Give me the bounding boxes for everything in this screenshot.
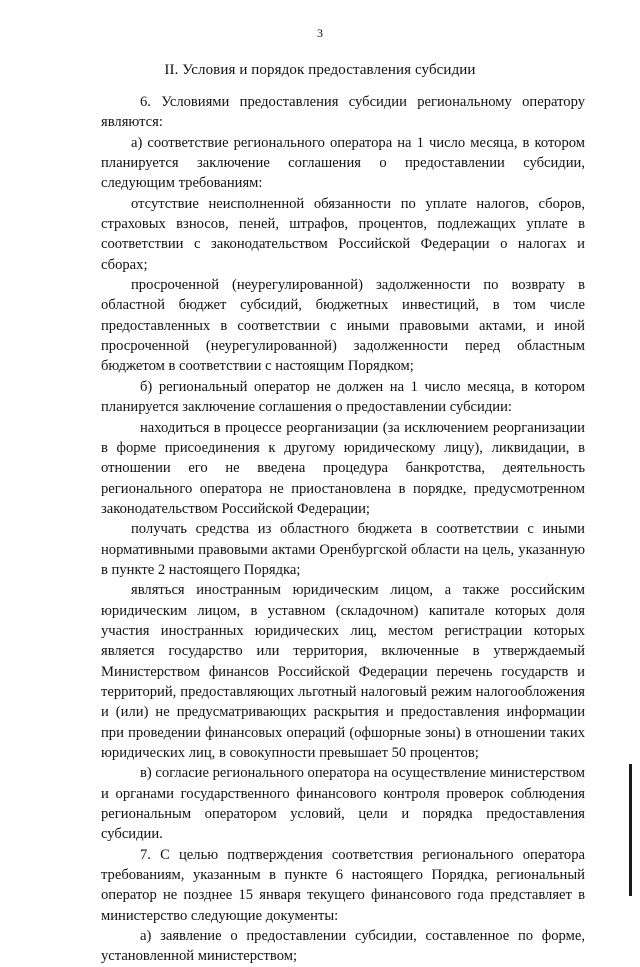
paragraph-6b-foreign: являться иностранным юридическим лицом, а также российским юридическим лицом, в уставном (складочном) капитале которых доля участия иностранных юридических лиц, местом регистрации которых является государство или территория, включенные в утверждаемый Министерством финансов Российской Федерации перечень государств и территорий, предоставляющих льготный налоговый режим налогообложения и (или) не предусматривающих раскрытия и предоставления информации при проведении финансовых операций (офшорные зоны) в отношении таких юридических лиц, в совокупности превышает 50 процентов; xyxy=(101,582,585,761)
paragraph-6b-funds: получать средства из областного бюджета в соответствии с иными нормативными правовыми актами Оренбургской области на цель, указанную в пункте 2 настоящего Порядка; xyxy=(101,521,585,578)
paragraph-6-intro: 6. Условиями предоставления субсидии региональному оператору являются: xyxy=(101,94,585,131)
page-number: 3 xyxy=(317,26,323,40)
paragraph-6b: б) региональный оператор не должен на 1 число месяца, в котором планируется заключение соглашения о предоставлении субсидии: xyxy=(101,378,585,416)
paragraph-6a-taxes: отсутствие неисполненной обязанности по уплате налогов, сборов, страховых взносов, пеней, штрафов, процентов, подлежащих уплате в соответствии с законодательством Российской Федерации о налогах и сборах; xyxy=(101,195,585,273)
paragraph-6a: а) соответствие регионального оператора на 1 число месяца, в котором планируется заключение соглашения о предоставлении субсидии, следующим требованиям: xyxy=(101,134,585,192)
paragraph-7: 7. С целью подтверждения соответствия регионального оператора требованиям, указанным в пункте 6 настоящего Порядка, региональный оператор не позднее 15 января текущего финансового года представляет в министерство следующие документы: xyxy=(101,846,585,924)
section-heading: II. Условия и порядок предоставления субсидии xyxy=(164,62,476,78)
document-body xyxy=(101,92,585,967)
paragraph-6b-reorganization: находиться в процессе реорганизации (за исключением реорганизации в форме присоединения к другому юридическому лицу), ликвидации, в отношении его не введена процедура банкротства, деятельность регионального оператора не приостановлена в порядке, предусмотренном законодательством Российской Федерации; xyxy=(101,419,585,517)
scan-edge-mark xyxy=(629,764,632,896)
paragraph-6a-debt: просроченной (неурегулированной) задолженности по возврату в областной бюджет субсидий, бюджетных инвестиций, в том числе предоставленных в соответствии с иными правовыми актами, и иной просроченной (неурегулированной) задолженности перед областным бюджетом в соответствии с настоящим Порядком; xyxy=(101,277,585,375)
paragraph-7a: а) заявление о предоставлении субсидии, составленное по форме, установленной министерством; xyxy=(101,928,585,965)
paragraph-6c: в) согласие регионального оператора на осуществление министерством и органами государственного финансового контроля проверок соблюдения региональным оператором условий, цели и порядка предоставления субсидии. xyxy=(101,765,585,843)
